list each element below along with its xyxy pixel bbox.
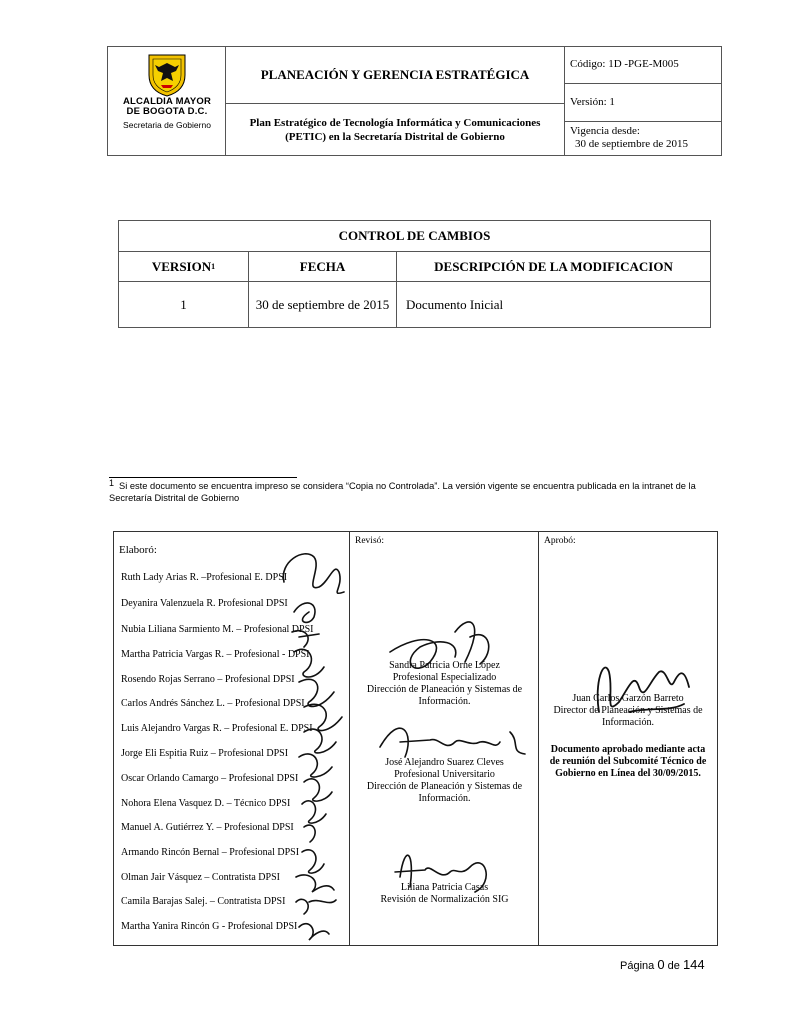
- logo-cell: [108, 47, 226, 155]
- page-number: [620, 957, 705, 972]
- row-version-cell: 1: [119, 282, 249, 327]
- document-title: PLANEACIÓN Y GERENCIA ESTRATÉGICA: [226, 47, 565, 104]
- row-description-cell: Documento Inicial: [406, 296, 504, 312]
- reviewed-by-cell: [350, 532, 539, 945]
- footnote-mark: 1: [109, 478, 115, 488]
- document-code: Código: 1D -PGE-M005: [565, 47, 721, 84]
- reviewer-role: Profesional Universitario: [394, 769, 495, 780]
- row-date-cell: 30 de septiembre de 2015: [249, 282, 397, 327]
- footnote-divider: [109, 477, 297, 478]
- page-of: de: [667, 960, 680, 972]
- reviewer-name: Sandra Patricia Orne López: [389, 660, 500, 671]
- logo-text-line1: ALCALDIA MAYOR: [122, 96, 212, 107]
- change-control-table: [118, 220, 711, 328]
- preparer-name: Carlos Andrés Sánchez L. – Profesional DPSI: [121, 698, 305, 709]
- preparer-name: Nohora Elena Vasquez D. – Técnico DPSI: [121, 798, 291, 809]
- approver-block: [539, 693, 717, 729]
- document-subtitle: Plan Estratégico de Tecnología Informática y Comunicaciones (PETIC) en la Secretaría Distrital de Gobierno: [226, 104, 565, 155]
- version-header-text: VERSION: [151, 258, 212, 274]
- prepared-by-cell: [114, 532, 350, 945]
- reviewer-role: Revisión de Normalización SIG: [380, 894, 509, 905]
- document-version: Versión: 1: [565, 84, 721, 122]
- footnote: [109, 478, 709, 504]
- page-label: Página: [620, 960, 655, 972]
- column-header-version: [119, 252, 249, 282]
- reviewer-name: José Alejandro Suarez Cleves: [385, 757, 504, 768]
- document-validity: [565, 122, 721, 155]
- reviewer-block: [350, 882, 539, 906]
- preparer-name: Armando Rincón Bernal – Profesional DPSI: [121, 847, 300, 858]
- logo-text-line3: Secretaria de Gobierno: [123, 120, 211, 130]
- preparer-name: Martha Patricia Vargas R. – Profesional - DPSI: [121, 649, 310, 660]
- approver-name: Juan Carlos Garzón Barreto: [572, 693, 684, 704]
- reviewer-dept: Dirección de Planeación y Sistemas de Información.: [366, 781, 523, 804]
- validity-date: 30 de septiembre de 2015: [575, 138, 689, 150]
- logo-text-line2: DE BOGOTA D.C.: [126, 106, 208, 117]
- approver-role: Director de Planeación y Sistemas de Información.: [553, 705, 703, 728]
- preparer-name: Oscar Orlando Camargo – Profesional DPSI: [121, 773, 299, 784]
- column-header-description: DESCRIPCIÓN DE LA MODIFICACION: [397, 252, 710, 282]
- preparer-name: Camila Barajas Salej. – Contratista DPSI: [121, 896, 286, 907]
- signature-table: [113, 531, 718, 946]
- reviewer-block: [350, 757, 539, 805]
- preparer-name: Olman Jair Vásquez – Contratista DPSI: [121, 872, 280, 883]
- change-control-title: CONTROL DE CAMBIOS: [119, 221, 710, 252]
- preparer-name: Luis Alejandro Vargas R. – Profesional E. DPSI: [121, 723, 313, 734]
- reviewer-dept: Dirección de Planeación y Sistemas de Información.: [366, 684, 523, 707]
- footnote-text: Si este documento se encuentra impreso se considera “Copia no Controlada”. La versión vigente se encuentra publicada en la intranet de la Secretaría Distrital de Gobierno: [109, 481, 696, 503]
- prepared-label: Elaboró:: [119, 544, 157, 556]
- reviewer-name: Liliana Patricia Casas: [400, 882, 489, 893]
- reviewer-block: [350, 660, 539, 708]
- approval-note: Documento aprobado mediante acta de reunión del Subcomité Técnico de Gobierno en Línea del 30/09/2015.: [549, 744, 707, 779]
- approved-label: Aprobó:: [544, 536, 576, 546]
- institution-logo: [112, 51, 222, 151]
- preparer-name: Ruth Lady Arias R. –Profesional E. DPSI: [121, 572, 288, 583]
- bogota-coat-of-arms-icon: [145, 51, 189, 97]
- preparer-name: Jorge Eli Espitia Ruiz – Profesional DPSI: [121, 748, 289, 759]
- page-current: 0: [657, 957, 665, 972]
- approved-by-cell: [539, 532, 717, 945]
- preparer-name: Rosendo Rojas Serrano – Profesional DPSI: [121, 674, 295, 685]
- reviewer-role: Profesional Especializado: [392, 672, 497, 683]
- column-header-date: FECHA: [249, 252, 397, 282]
- footnote-ref: 1: [211, 262, 216, 271]
- validity-label: Vigencia desde:: [570, 125, 640, 137]
- reviewed-label: Revisó:: [355, 536, 385, 546]
- preparer-name: Manuel A. Gutiérrez Y. – Profesional DPSI: [121, 822, 294, 833]
- page-total: 144: [682, 957, 705, 972]
- preparer-name: Nubia Liliana Sarmiento M. – Profesional DPSI: [121, 624, 314, 635]
- preparer-name: Deyanira Valenzuela R. Profesional DPSI: [121, 598, 288, 609]
- document-header-table: [107, 46, 722, 156]
- preparer-name: Martha Yanira Rincón G - Profesional DPSI: [121, 921, 298, 932]
